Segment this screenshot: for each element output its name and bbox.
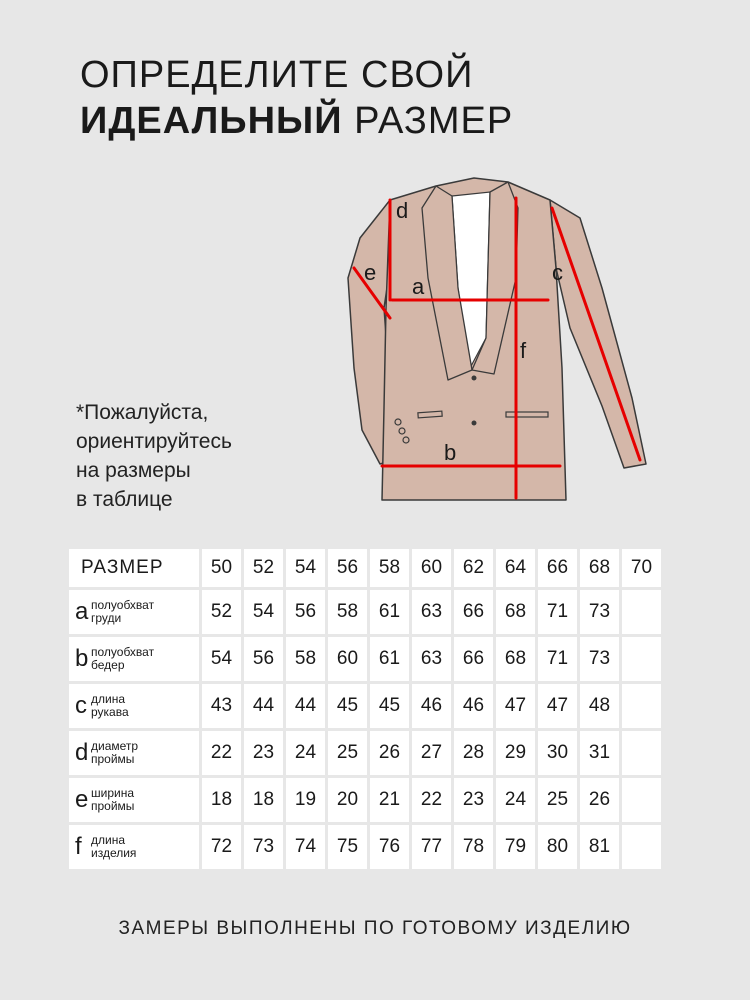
size-header: 64 <box>496 549 535 587</box>
row-letter: f <box>75 833 82 860</box>
title-bold-word: ИДЕАЛЬНЫЙ <box>80 100 343 142</box>
size-header: 54 <box>286 549 325 587</box>
row-label <box>69 590 199 634</box>
row-description <box>91 740 183 766</box>
table-cell: 72 <box>202 825 241 869</box>
table-cell: 61 <box>370 637 409 681</box>
table-cell: 43 <box>202 684 241 728</box>
table-cell: 22 <box>202 731 241 775</box>
table-cell: 68 <box>496 590 535 634</box>
table-row <box>69 684 661 728</box>
row-description-line-2: проймы <box>91 799 135 813</box>
row-description-line-2: проймы <box>91 752 135 766</box>
table-cell <box>622 825 661 869</box>
row-description-line-1: ширина <box>91 786 135 800</box>
page-title <box>80 52 513 144</box>
table-cell: 46 <box>412 684 451 728</box>
label-e: e <box>364 260 377 285</box>
table-cell: 58 <box>328 590 367 634</box>
table-cell: 19 <box>286 778 325 822</box>
table-cell: 23 <box>454 778 493 822</box>
table-row <box>69 637 661 681</box>
footer-note: ЗАМЕРЫ ВЫПОЛНЕНЫ ПО ГОТОВОМУ ИЗДЕЛИЮ <box>118 918 632 939</box>
table-cell: 18 <box>244 778 283 822</box>
row-letter: e <box>75 786 89 813</box>
table-cell: 48 <box>580 684 619 728</box>
row-label <box>69 637 199 681</box>
table-cell: 20 <box>328 778 367 822</box>
table-cell: 74 <box>286 825 325 869</box>
title-regular-word: РАЗМЕР <box>354 100 514 142</box>
table-cell: 25 <box>328 731 367 775</box>
front-button-1 <box>472 376 477 381</box>
table-row <box>69 590 661 634</box>
table-cell: 54 <box>202 637 241 681</box>
table-cell: 66 <box>454 637 493 681</box>
table-cell: 23 <box>244 731 283 775</box>
table-cell: 46 <box>454 684 493 728</box>
table-cell: 18 <box>202 778 241 822</box>
size-header: 58 <box>370 549 409 587</box>
table-cell: 24 <box>496 778 535 822</box>
table-cell <box>622 637 661 681</box>
table-cell: 79 <box>496 825 535 869</box>
size-header: 68 <box>580 549 619 587</box>
table-cell: 61 <box>370 590 409 634</box>
size-header: 56 <box>328 549 367 587</box>
table-header-row <box>69 549 661 587</box>
row-description <box>91 599 183 625</box>
table-cell: 77 <box>412 825 451 869</box>
table-cell: 45 <box>370 684 409 728</box>
size-header: 62 <box>454 549 493 587</box>
row-description <box>91 834 183 860</box>
size-table <box>66 546 664 872</box>
row-description-line-2: изделия <box>91 846 137 860</box>
note-line-3: на размеры <box>76 459 191 482</box>
row-description-line-2: бедер <box>91 658 125 672</box>
table-cell: 60 <box>328 637 367 681</box>
table-cell: 68 <box>496 637 535 681</box>
table-cell: 31 <box>580 731 619 775</box>
table-cell <box>622 778 661 822</box>
row-label <box>69 684 199 728</box>
table-row <box>69 778 661 822</box>
table-cell: 75 <box>328 825 367 869</box>
table-cell: 76 <box>370 825 409 869</box>
size-header: 66 <box>538 549 577 587</box>
table-cell: 44 <box>244 684 283 728</box>
row-description-line-1: диаметр <box>91 739 139 753</box>
table-cell: 81 <box>580 825 619 869</box>
row-letter: a <box>75 598 89 625</box>
table-cell: 56 <box>244 637 283 681</box>
size-note <box>76 398 232 514</box>
table-cell: 56 <box>286 590 325 634</box>
row-description-line-1: полуобхват <box>91 598 155 612</box>
note-line-1: *Пожалуйста, <box>76 401 209 424</box>
size-header: 60 <box>412 549 451 587</box>
row-description-line-1: полуобхват <box>91 645 155 659</box>
label-f: f <box>520 338 527 363</box>
table-cell: 47 <box>496 684 535 728</box>
table-cell: 78 <box>454 825 493 869</box>
table-cell: 52 <box>202 590 241 634</box>
note-line-2: ориентируйтесь <box>76 430 232 453</box>
front-button-2 <box>472 421 477 426</box>
row-description-line-2: груди <box>91 611 122 625</box>
table-cell: 54 <box>244 590 283 634</box>
table-cell: 58 <box>286 637 325 681</box>
table-row <box>69 825 661 869</box>
table-cell: 66 <box>454 590 493 634</box>
size-header: 52 <box>244 549 283 587</box>
table-cell: 73 <box>580 590 619 634</box>
size-header: 50 <box>202 549 241 587</box>
table-cell: 26 <box>580 778 619 822</box>
note-line-4: в таблице <box>76 488 173 511</box>
table-cell: 22 <box>412 778 451 822</box>
table-cell: 21 <box>370 778 409 822</box>
size-header: 70 <box>622 549 661 587</box>
table-cell: 80 <box>538 825 577 869</box>
table-cell <box>622 684 661 728</box>
table-cell <box>622 731 661 775</box>
row-letter: b <box>75 645 89 672</box>
table-cell: 47 <box>538 684 577 728</box>
table-cell: 30 <box>538 731 577 775</box>
table-row <box>69 731 661 775</box>
label-b: b <box>444 440 457 465</box>
row-description-line-1: длина <box>91 692 126 706</box>
row-description-line-2: рукава <box>91 705 129 719</box>
title-line-1: ОПРЕДЕЛИТЕ СВОЙ <box>80 54 474 96</box>
table-cell: 73 <box>580 637 619 681</box>
table-cell: 29 <box>496 731 535 775</box>
table-cell <box>622 590 661 634</box>
table-cell: 27 <box>412 731 451 775</box>
table-cell: 44 <box>286 684 325 728</box>
title-line-2 <box>80 98 513 144</box>
table-cell: 73 <box>244 825 283 869</box>
label-a: a <box>412 274 425 299</box>
row-letter: c <box>75 692 87 719</box>
row-letter: d <box>75 739 89 766</box>
row-label <box>69 731 199 775</box>
row-description-line-1: длина <box>91 833 126 847</box>
measure-line-c <box>552 208 640 460</box>
table-cell: 24 <box>286 731 325 775</box>
row-label <box>69 778 199 822</box>
jacket-measurement-diagram <box>340 168 660 508</box>
label-d: d <box>396 198 409 223</box>
label-c: c <box>552 260 563 285</box>
row-description <box>91 693 183 719</box>
table-cell: 71 <box>538 637 577 681</box>
row-label <box>69 825 199 869</box>
header-label: РАЗМЕР <box>69 549 199 587</box>
row-description <box>91 787 183 813</box>
table-cell: 63 <box>412 590 451 634</box>
table-cell: 26 <box>370 731 409 775</box>
table-cell: 71 <box>538 590 577 634</box>
table-cell: 28 <box>454 731 493 775</box>
table-cell: 63 <box>412 637 451 681</box>
table-cell: 25 <box>538 778 577 822</box>
table-cell: 45 <box>328 684 367 728</box>
row-description <box>91 646 183 672</box>
